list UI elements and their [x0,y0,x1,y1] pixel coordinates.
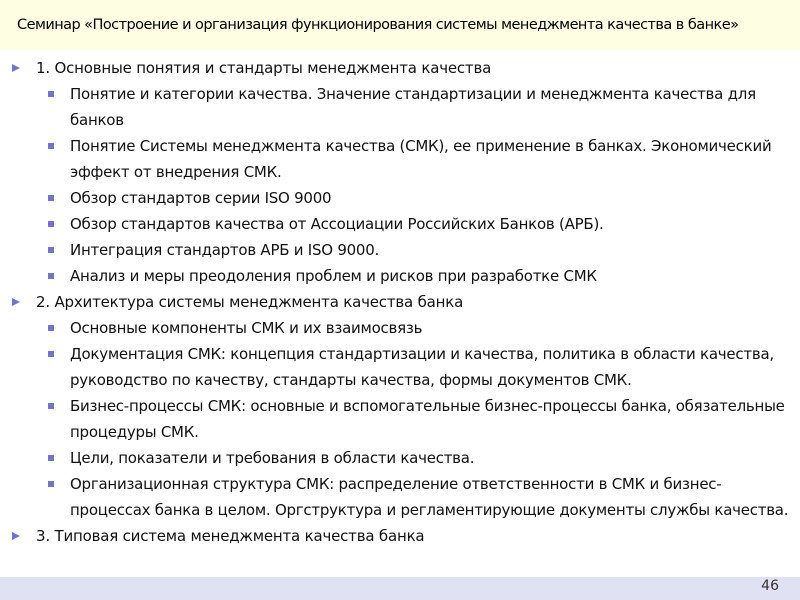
footer-bar [0,577,800,600]
list-item-text: Организационная структура СМК: распределение ответственности в СМК и бизнес-процессах банка в целом. Оргструктура и регламентирующие документы службы качества. [70,475,789,519]
square-bullet-icon [48,143,54,149]
section-heading-text: 3. Типовая система менеджмента качества банка [36,527,425,545]
triangle-bullet-icon [12,532,20,540]
square-bullet-icon [48,195,54,201]
square-bullet-icon [48,247,54,253]
section-1-list [0,81,800,289]
section-heading-2 [0,289,800,315]
square-bullet-icon [48,455,54,461]
list-item-text: Понятие Системы менеджмента качества (СМК), ее применение в банках. Экономический эффект от внедрения СМК. [70,137,772,181]
list-item-text: Обзор стандартов серии ISO 9000 [70,189,332,207]
list-item [0,81,792,133]
list-item-text: Интеграция стандартов АРБ и ISO 9000. [70,241,380,259]
list-item [0,237,792,263]
triangle-bullet-icon [12,64,20,72]
list-item [0,393,792,445]
list-item-text: Понятие и категории качества. Значение стандартизации и менеджмента качества для банков [70,85,756,129]
section-heading-3 [0,523,800,549]
square-bullet-icon [48,481,54,487]
list-item [0,133,792,185]
list-item [0,263,792,289]
square-bullet-icon [48,221,54,227]
list-item-text: Бизнес-процессы СМК: основные и вспомогательные бизнес-процессы банка, обязательные процедуры СМК. [70,397,785,441]
section-3 [0,523,800,549]
section-2-list [0,315,800,523]
square-bullet-icon [48,91,54,97]
list-item [0,211,792,237]
triangle-bullet-icon [12,298,20,306]
section-heading-text: 1. Основные понятия и стандарты менеджмента качества [36,59,492,77]
section-2 [0,289,800,523]
list-item [0,185,792,211]
section-1 [0,55,800,289]
square-bullet-icon [48,351,54,357]
section-heading-1 [0,55,800,81]
square-bullet-icon [48,273,54,279]
list-item-text: Основные компоненты СМК и их взаимосвязь [70,319,423,337]
page-number: 46 [761,578,779,594]
square-bullet-icon [48,403,54,409]
list-item-text: Анализ и меры преодоления проблем и рисков при разработке СМК [70,267,597,285]
section-heading-text: 2. Архитектура системы менеджмента качества банка [36,293,464,311]
list-item-text: Документация СМК: концепция стандартизации и качества, политика в области качества, руководство по качеству, стандарты качества, формы документов СМК. [70,345,774,389]
square-bullet-icon [48,325,54,331]
list-item [0,445,792,471]
list-item-text: Цели, показатели и требования в области качества. [70,449,475,467]
list-item [0,341,792,393]
slide-title: Семинар «Построение и организация функционирования системы менеджмента качества в банке» [17,17,739,33]
slide-content [0,55,800,549]
title-bar [0,0,800,50]
list-item [0,471,792,523]
list-item-text: Обзор стандартов качества от Ассоциации Российских Банков (АРБ). [70,215,604,233]
list-item [0,315,792,341]
